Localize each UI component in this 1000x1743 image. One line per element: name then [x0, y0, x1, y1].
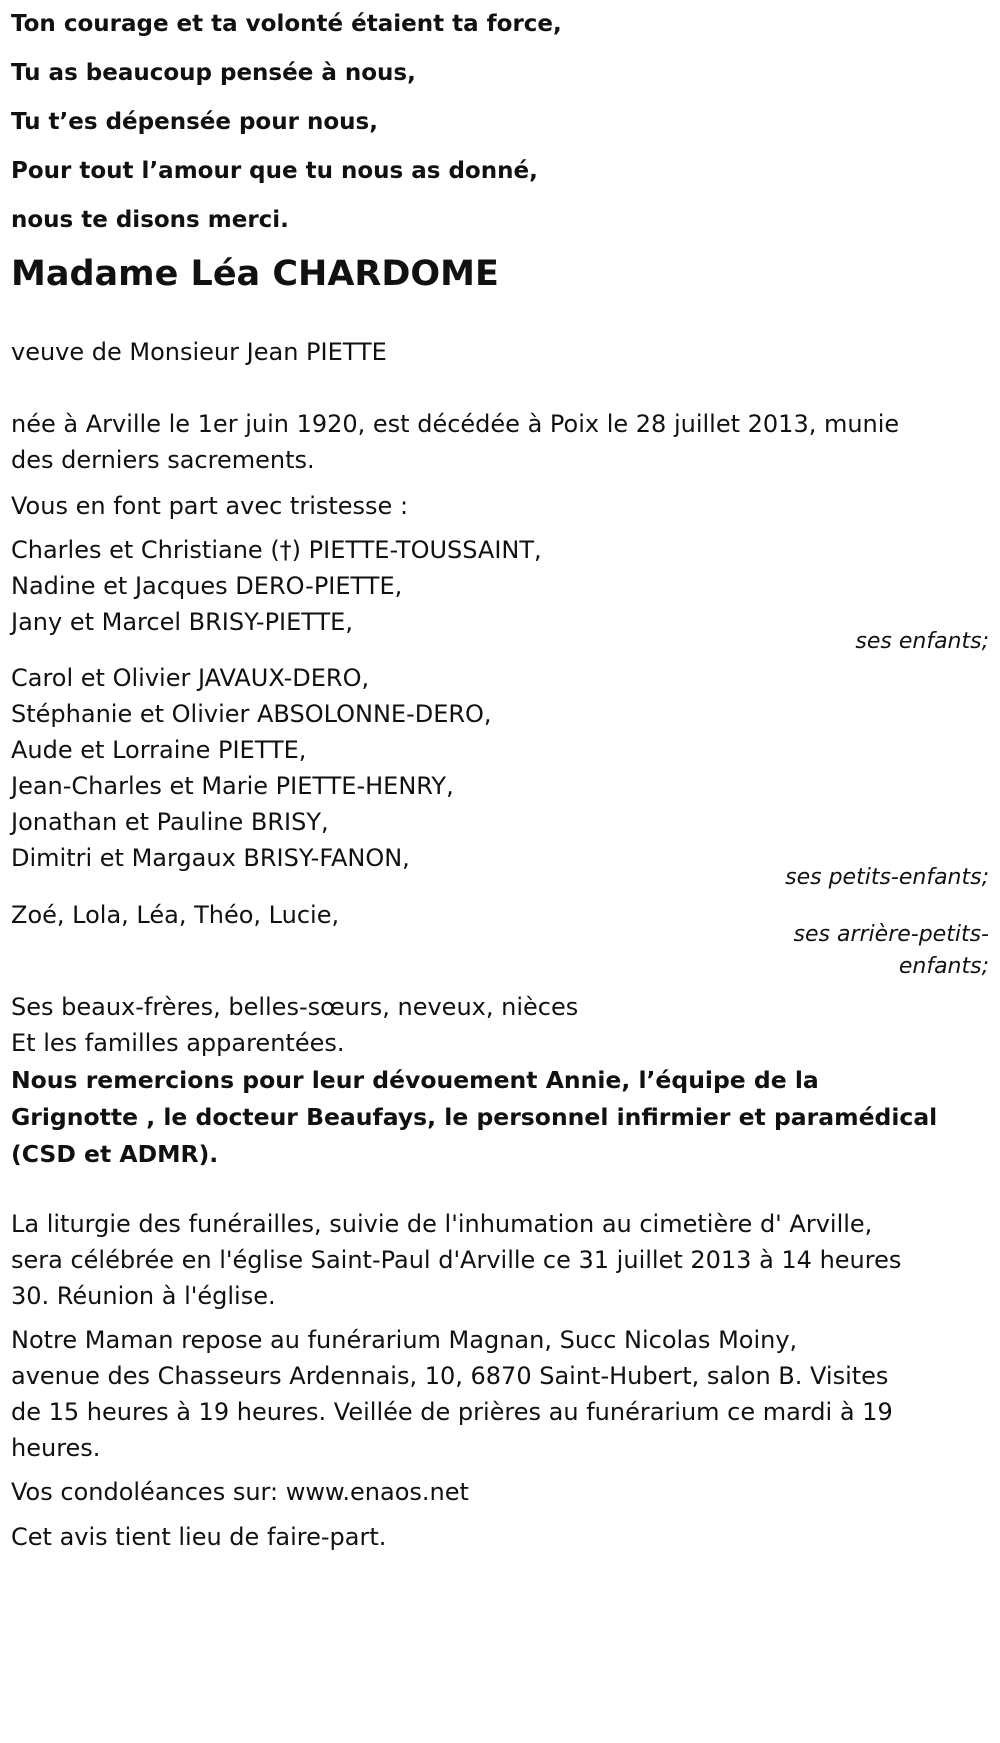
- grandchild-entry: Stéphanie et Olivier ABSOLONNE-DERO,: [11, 700, 492, 728]
- funeral-paragraph: [11, 1206, 989, 1314]
- birth-death-paragraph: [11, 406, 989, 478]
- rest-paragraph: [11, 1322, 989, 1466]
- thanks-line: (CSD et ADMR).: [11, 1140, 219, 1168]
- poem-line: Tu as beaucoup pensée à nous,: [11, 60, 416, 86]
- thanks-line: Grignotte , le docteur Beaufays, le personnel infirmier et paramédical: [11, 1103, 938, 1131]
- grandchild-entry: Aude et Lorraine PIETTE,: [11, 736, 307, 764]
- spouse-line: veuve de Monsieur Jean PIETTE: [11, 338, 387, 366]
- relatives-line: Ses beaux-frères, belles-sœurs, neveux, nièces: [11, 993, 579, 1021]
- thanks-line: Nous remercions pour leur dévouement Annie, l’équipe de la: [11, 1066, 819, 1094]
- child-entry: Jany et Marcel BRISY-PIETTE,: [11, 608, 353, 636]
- birth-death-line: née à Arville le 1er juin 1920, est décédée à Poix le 28 juillet 2013, munie: [11, 410, 900, 438]
- funeral-line: 30. Réunion à l'église.: [11, 1282, 276, 1310]
- child-entry: Charles et Christiane (†) PIETTE-TOUSSAINT,: [11, 536, 542, 564]
- great-grandchildren-label-line: ses arrière-petits-: [793, 922, 989, 947]
- deceased-name: Madame Léa CHARDOME: [11, 254, 499, 294]
- thanks-paragraph: [11, 1062, 989, 1173]
- poem: [11, 9, 562, 254]
- rest-line: heures.: [11, 1434, 101, 1462]
- relatives: [11, 989, 989, 1061]
- grandchild-entry: Carol et Olivier JAVAUX-DERO,: [11, 664, 370, 692]
- birth-death-line: des derniers sacrements.: [11, 446, 315, 474]
- funeral-line: La liturgie des funérailles, suivie de l'inhumation au cimetière d' Arville,: [11, 1210, 873, 1238]
- announce-line: Vous en font part avec tristesse :: [11, 492, 409, 520]
- grandchild-entry: Dimitri et Margaux BRISY-FANON,: [11, 844, 410, 872]
- great-grandchildren-label-line: enfants;: [898, 954, 989, 979]
- poem-line: Pour tout l’amour que tu nous as donné,: [11, 158, 538, 184]
- relatives-line: Et les familles apparentées.: [11, 1029, 345, 1057]
- poem-line: Ton courage et ta volonté étaient ta force,: [11, 11, 562, 37]
- great-grandchildren-label: [11, 919, 989, 983]
- grandchildren-list: [11, 660, 989, 876]
- poem-line: Tu t’es dépensée pour nous,: [11, 109, 378, 135]
- rest-line: Notre Maman repose au funérarium Magnan, Succ Nicolas Moiny,: [11, 1326, 798, 1354]
- children-list: [11, 532, 989, 640]
- funeral-line: sera célébrée en l'église Saint-Paul d'Arville ce 31 juillet 2013 à 14 heures: [11, 1246, 902, 1274]
- condolences-line: Vos condoléances sur: www.enaos.net: [11, 1478, 469, 1506]
- grandchild-entry: Jonathan et Pauline BRISY,: [11, 808, 329, 836]
- rest-line: avenue des Chasseurs Ardennais, 10, 6870 Saint-Hubert, salon B. Visites: [11, 1362, 889, 1390]
- notice-line: Cet avis tient lieu de faire-part.: [11, 1523, 387, 1551]
- children-label: ses enfants;: [855, 629, 989, 654]
- grandchild-entry: Jean-Charles et Marie PIETTE-HENRY,: [11, 772, 454, 800]
- poem-line: nous te disons merci.: [11, 207, 289, 233]
- grandchildren-label: ses petits-enfants;: [785, 865, 989, 890]
- child-entry: Nadine et Jacques DERO-PIETTE,: [11, 572, 403, 600]
- rest-line: de 15 heures à 19 heures. Veillée de prières au funérarium ce mardi à 19: [11, 1398, 893, 1426]
- great-grandchildren: Zoé, Lola, Léa, Théo, Lucie,: [11, 901, 340, 929]
